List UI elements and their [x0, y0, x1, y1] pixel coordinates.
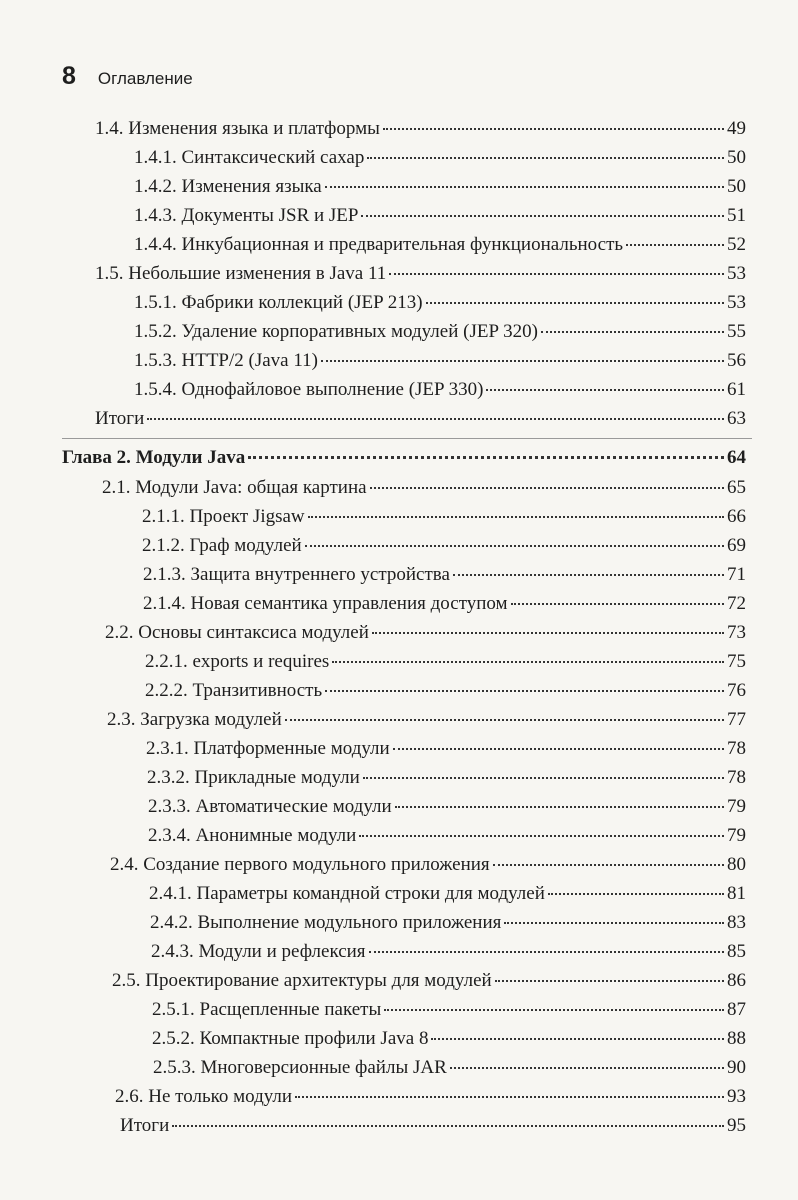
toc-entry[interactable]: [134, 203, 746, 229]
toc-entry-title: 1.5.3. HTTP/2 (Java 11): [134, 350, 318, 371]
toc-entry[interactable]: [107, 707, 746, 733]
toc-entry[interactable]: [112, 968, 746, 994]
toc-entry-page: 66: [727, 506, 746, 527]
toc-entry-title: 2.3.1. Платформенные модули: [146, 738, 390, 759]
toc-entry-page: 95: [727, 1115, 746, 1136]
dot-leader: [389, 272, 724, 275]
toc-entry[interactable]: [151, 939, 746, 965]
toc-entry-page: 75: [727, 651, 746, 672]
toc-entry[interactable]: [152, 997, 746, 1023]
dot-leader: [332, 660, 724, 663]
toc-entry[interactable]: [134, 319, 746, 345]
toc-entry-page: 52: [727, 234, 746, 255]
toc-entry[interactable]: [134, 290, 746, 316]
dot-leader: [393, 747, 724, 750]
dot-leader: [395, 805, 724, 808]
toc-entry[interactable]: [146, 736, 746, 762]
toc-entry-page: 72: [727, 593, 746, 614]
toc-entry-page: 79: [727, 796, 746, 817]
toc-entry[interactable]: [152, 1026, 746, 1052]
toc-entry-page: 78: [727, 767, 746, 788]
dot-leader: [486, 388, 724, 391]
toc-chapter[interactable]: [62, 445, 746, 471]
toc-entry-title: 2.2.1. exports и requires: [145, 651, 330, 672]
dot-leader: [453, 573, 724, 576]
toc-entry[interactable]: [134, 377, 746, 403]
toc-entry-title: 2.4.3. Модули и рефлексия: [151, 941, 366, 962]
toc-entry-title: 1.5. Небольшие изменения в Java 11: [95, 263, 387, 284]
toc-entry-title: 1.4. Изменения языка и платформы: [95, 118, 380, 139]
toc-entry-title: 2.3.4. Анонимные модули: [148, 825, 357, 846]
dot-leader: [172, 1124, 724, 1127]
dot-leader: [321, 359, 724, 362]
dot-leader: [285, 718, 724, 721]
toc-entry-page: 53: [727, 263, 746, 284]
toc-entry[interactable]: [95, 406, 746, 432]
toc-entry-page: 93: [727, 1086, 746, 1107]
toc-entry[interactable]: [95, 116, 746, 142]
dot-leader: [626, 243, 724, 246]
toc-entry-title: 2.1.3. Защита внутреннего устройства: [143, 564, 450, 585]
dot-leader: [431, 1037, 724, 1040]
toc-entry-page: 79: [727, 825, 746, 846]
toc-entry[interactable]: [142, 504, 746, 530]
toc-entry-title: 2.4. Создание первого модульного приложения: [110, 854, 490, 875]
toc-entry-page: 50: [727, 176, 746, 197]
running-title: Оглавление: [97, 69, 193, 88]
toc-entry-title: 2.1.2. Граф модулей: [142, 535, 302, 556]
toc-entry[interactable]: [145, 649, 746, 675]
dot-leader: [548, 892, 724, 895]
toc-entry-page: 55: [727, 321, 746, 342]
toc-entry-title: 1.5.4. Однофайловое выполнение (JEP 330): [134, 379, 484, 400]
dot-leader: [450, 1066, 724, 1069]
dot-leader: [493, 863, 724, 866]
toc-entry[interactable]: [102, 475, 746, 501]
dot-leader: [147, 417, 724, 420]
toc-entry-page: 87: [727, 999, 746, 1020]
dot-leader: [372, 631, 724, 634]
toc-entry-title: Глава 2. Модули Java: [62, 447, 246, 468]
dot-leader: [305, 544, 724, 547]
toc-entry-page: 50: [727, 147, 746, 168]
toc-entry[interactable]: [143, 591, 746, 617]
dot-leader: [383, 127, 724, 130]
toc-entry-title: 1.4.2. Изменения языка: [134, 176, 322, 197]
toc-entry[interactable]: [149, 881, 746, 907]
dot-leader: [308, 515, 724, 518]
toc-entry-page: 61: [727, 379, 746, 400]
toc-entry[interactable]: [134, 232, 746, 258]
section-divider: [62, 438, 752, 439]
toc-entry-title: 1.5.1. Фабрики коллекций (JEP 213): [134, 292, 423, 313]
dot-leader: [359, 834, 724, 837]
toc-entry[interactable]: [120, 1113, 746, 1139]
dot-leader: [369, 950, 724, 953]
toc-entry-page: 56: [727, 350, 746, 371]
toc-entry-title: 1.4.3. Документы JSR и JEP: [134, 205, 359, 226]
toc-entry-title: 2.5. Проектирование архитектуры для модулей: [112, 970, 492, 991]
toc-entry-title: 2.5.1. Расщепленные пакеты: [152, 999, 382, 1020]
toc-entry[interactable]: [134, 145, 746, 171]
toc-entry[interactable]: [134, 348, 746, 374]
toc-entry-page: 77: [727, 709, 746, 730]
toc-entry-title: 2.5.2. Компактные профили Java 8: [152, 1028, 429, 1049]
toc-entry-page: 85: [727, 941, 746, 962]
toc-entry[interactable]: [153, 1055, 746, 1081]
toc-entry-title: Итоги: [95, 408, 145, 429]
toc-entry-title: 2.2.2. Транзитивность: [145, 680, 323, 701]
toc-entry-title: 2.2. Основы синтаксиса модулей: [105, 622, 369, 643]
dot-leader: [361, 214, 724, 217]
toc-entry-title: 2.3. Загрузка модулей: [107, 709, 282, 730]
toc-entry-page: 83: [727, 912, 746, 933]
toc-entry-page: 49: [727, 118, 746, 139]
toc-entry-page: 65: [727, 477, 746, 498]
dot-leader: [248, 455, 724, 459]
dot-leader: [363, 776, 724, 779]
dot-leader: [541, 330, 724, 333]
toc-entry-title: 2.1.4. Новая семантика управления доступом: [143, 593, 508, 614]
page-number: 8: [62, 62, 76, 90]
toc-entry-title: 2.3.3. Автоматические модули: [148, 796, 392, 817]
dot-leader: [325, 185, 724, 188]
dot-leader: [367, 156, 724, 159]
toc-entry-page: 71: [727, 564, 746, 585]
toc-entry-title: 2.6. Не только модули: [115, 1086, 293, 1107]
toc-entry-page: 86: [727, 970, 746, 991]
toc-entry-page: 69: [727, 535, 746, 556]
dot-leader: [295, 1095, 724, 1098]
toc-entry-page: 81: [727, 883, 746, 904]
toc-entry[interactable]: [148, 823, 746, 849]
toc-entry[interactable]: [150, 910, 746, 936]
toc-entry-title: 1.4.4. Инкубационная и предварительная функциональность: [134, 234, 624, 255]
dot-leader: [511, 602, 724, 605]
toc-entry[interactable]: [142, 533, 746, 559]
toc-entry[interactable]: [143, 562, 746, 588]
toc-entry-page: 73: [727, 622, 746, 643]
toc-entry-page: 53: [727, 292, 746, 313]
toc-entry[interactable]: [105, 620, 746, 646]
toc-entry[interactable]: [147, 765, 746, 791]
toc-entry-page: 76: [727, 680, 746, 701]
toc-entry-title: 2.3.2. Прикладные модули: [147, 767, 360, 788]
dot-leader: [384, 1008, 724, 1011]
dot-leader: [495, 979, 724, 982]
toc-entry-page: 64: [727, 447, 746, 468]
toc-entry-title: 2.1. Модули Java: общая картина: [102, 477, 367, 498]
toc-entry-title: 2.5.3. Многоверсионные файлы JAR: [153, 1057, 447, 1078]
toc-entry-title: 2.4.1. Параметры командной строки для модулей: [149, 883, 545, 904]
toc-entry-page: 63: [727, 408, 746, 429]
toc-entry-title: 1.4.1. Синтаксический сахар: [134, 147, 365, 168]
toc-entry-title: 2.4.2. Выполнение модульного приложения: [150, 912, 502, 933]
dot-leader: [426, 301, 724, 304]
toc-entry-page: 88: [727, 1028, 746, 1049]
dot-leader: [370, 486, 724, 489]
toc-entry[interactable]: [134, 174, 746, 200]
toc-entry-page: 51: [727, 205, 746, 226]
page-header: [62, 62, 193, 92]
toc-entry[interactable]: [145, 678, 746, 704]
toc-entry-page: 90: [727, 1057, 746, 1078]
toc-entry[interactable]: [110, 852, 746, 878]
dot-leader: [325, 689, 724, 692]
toc-entry[interactable]: [148, 794, 746, 820]
toc-entry-title: Итоги: [120, 1115, 170, 1136]
toc-entry[interactable]: [115, 1084, 746, 1110]
toc-entry-page: 80: [727, 854, 746, 875]
toc-entry-title: 1.5.2. Удаление корпоративных модулей (JEP 320): [134, 321, 538, 342]
dot-leader: [504, 921, 724, 924]
toc-entry-title: 2.1.1. Проект Jigsaw: [142, 506, 305, 527]
toc-entry-page: 78: [727, 738, 746, 759]
toc-entry[interactable]: [95, 261, 746, 287]
